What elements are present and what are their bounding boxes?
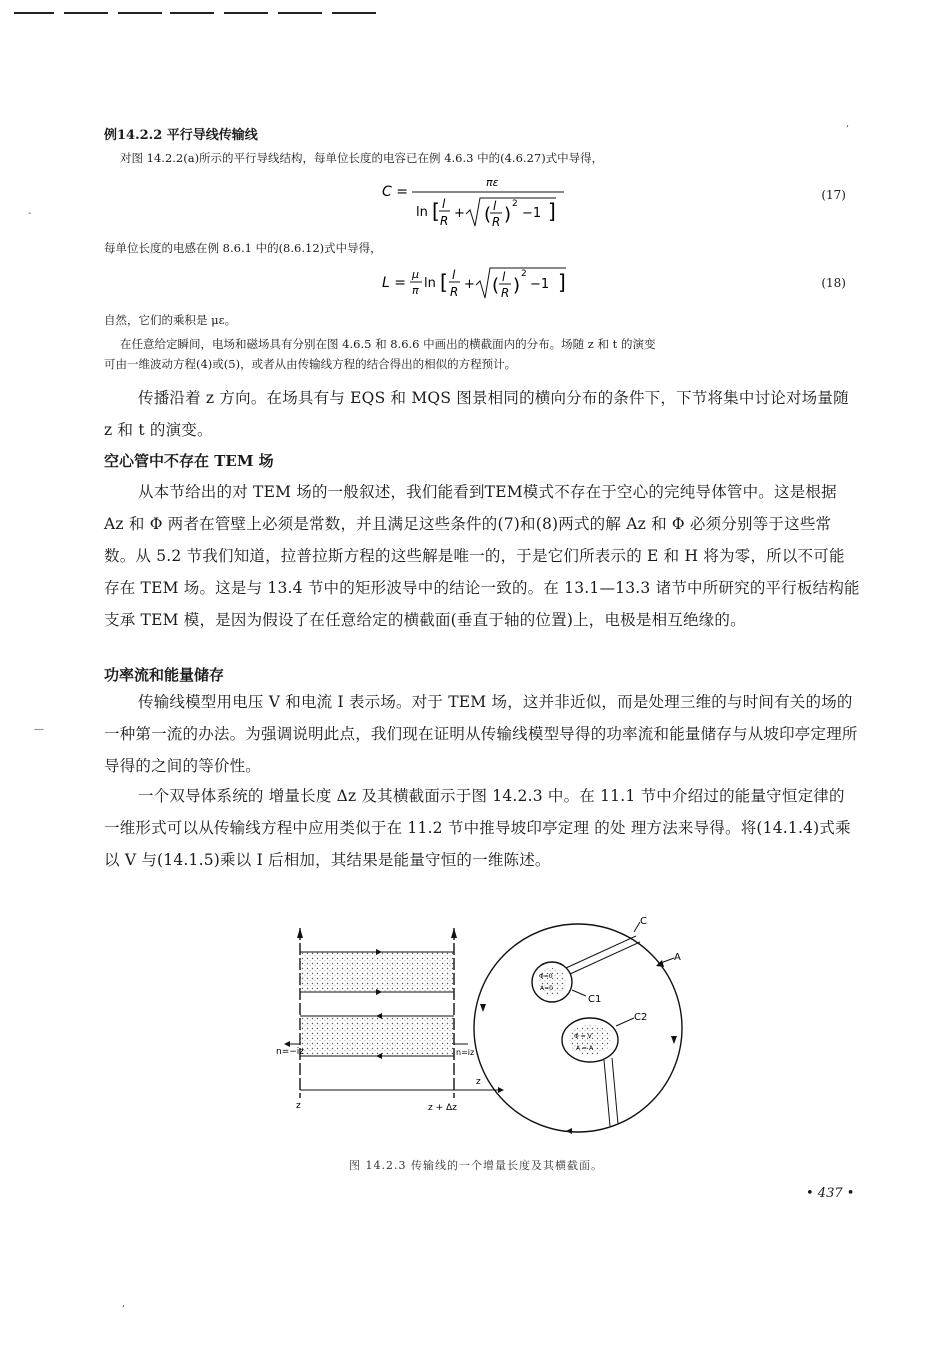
svg-text:R: R <box>492 215 501 229</box>
label-c2: C2 <box>634 1012 648 1023</box>
svg-text:l: l <box>493 199 497 213</box>
figure-caption: 图 14.2.3 传输线的一个增量长度及其横截面。 <box>349 1159 603 1172</box>
section-title-power-flow: 功率流和能量储存 <box>104 666 225 684</box>
svg-text:(: ( <box>492 275 500 296</box>
eq18-number: (18) <box>821 276 846 290</box>
svg-text:+: + <box>454 206 465 221</box>
scan-mark: — <box>34 724 44 735</box>
fields-text-line-2: 可由一维波动方程(4)或(5)，或者从由传输线方程的结合得出的相似的方程预计。 <box>104 357 517 371</box>
fields-text-line-1: 在任意给定瞬间，电场和磁场具有分别在图 4.6.5 和 8.6.6 中画出的横截面内的分布。场随 z 和 t 的演变 <box>120 337 656 351</box>
intro-text: 对图 14.2.2(a)所示的平行导线结构，每单位长度的电容已在例 4.6.3 中的(4.6.27)式中导得， <box>120 151 604 165</box>
z-label: z <box>296 1101 301 1111</box>
section-title-no-tem: 空心管中不存在 TEM 场 <box>104 452 274 470</box>
top-rule <box>14 12 394 14</box>
inductance-intro: 每单位长度的电感在例 8.6.1 中的(8.6.12)式中导得， <box>104 241 382 255</box>
svg-text:R: R <box>450 285 459 299</box>
eq18-lhs: L = <box>382 275 406 291</box>
page-number: • 437 • <box>806 1186 855 1201</box>
eq17-lhs: C = <box>382 184 408 200</box>
svg-text:[: [ <box>432 199 440 223</box>
label-c: C <box>640 916 647 927</box>
example-title: 例14.2.2 平行导线传输线 <box>104 128 258 143</box>
svg-text:2: 2 <box>521 269 527 279</box>
svg-text:[: [ <box>440 270 448 294</box>
equation-17-formula <box>376 170 576 234</box>
c2-a-label: A = A <box>576 1045 594 1052</box>
eq17-number: (17) <box>821 188 846 202</box>
normal-left-label: n=−iz <box>276 1047 305 1057</box>
normal-right-label: n=iz <box>456 1048 475 1057</box>
z-plus-dz-label: z + Δz <box>428 1103 457 1113</box>
propagation-paragraph: 传播沿着 z 方向。在场具有与 EQS 和 MQS 图景相同的横向分布的条件下，下节将集中讨论对场量随 z 和 t 的演变。 <box>104 389 849 439</box>
svg-text:π: π <box>412 284 419 297</box>
product-text: 自然，它们的乘积是 με。 <box>104 313 237 327</box>
svg-text:(: ( <box>484 204 492 225</box>
svg-text:l: l <box>442 197 446 211</box>
svg-text:R: R <box>440 214 449 228</box>
svg-text:2: 2 <box>512 199 518 209</box>
equation-18-formula <box>378 258 578 306</box>
svg-text:]: ] <box>558 270 566 294</box>
scan-mark: - <box>28 208 32 219</box>
svg-text:): ) <box>504 204 512 225</box>
z-axis-label: z <box>476 1077 481 1087</box>
label-c1: C1 <box>588 994 602 1005</box>
svg-text:−1: −1 <box>522 206 542 221</box>
section-body-no-tem: 从本节给出的对 TEM 场的一般叙述，我们能看到TEM模式不存在于空心的完纯导体管中。这是根据 Az 和 Φ 两者在管壁上必须是常数，并且满足这些条件的(7)和(8)两式的解 Az 和 Φ 必须分别等于这些常数。从 5.2 节我们知道，拉普拉斯方程的这些解是唯一的，于是它们所表示的 E 和 H 将为零，所以不可能存在 TEM 场。这是与 13.4 节中的矩形波导中的结论一致的。在 13.1—13.3 诸节中所研究的平行板结构能支承 TEM 模，是因为假设了在任意给定的横截面(垂直于轴的位置)上，电极是相互绝缘的。 <box>104 483 860 629</box>
conductor-1-section <box>300 952 454 992</box>
svg-text:+: + <box>464 277 475 292</box>
svg-text:μ: μ <box>412 268 419 281</box>
svg-text:]: ] <box>548 199 556 223</box>
label-a: A <box>674 952 681 963</box>
eq17-numerator: πε <box>486 176 499 189</box>
svg-text:l: l <box>452 268 456 282</box>
power-flow-paragraph-2: 一个双导体系统的 增量长度 Δz 及其横截面示于图 14.2.3 中。在 11.1 节中介绍过的能量守恒定律的一维形式可以从传输线方程中应用类似于在 11.2 节中推导坡印亭定理 的处 理方法来导得。将(14.1.4)式乘以 V 与(14.1.5)乘以 I 后相加，其结果是能量守恒的一维陈述。 <box>104 787 851 869</box>
c2-phi-label: Φ = V <box>574 1033 592 1040</box>
svg-text:−1: −1 <box>530 277 550 292</box>
svg-text:): ) <box>513 275 521 296</box>
scan-mark: , <box>122 1298 126 1309</box>
figure-14-2-3 <box>276 912 696 1148</box>
incremental-length-diagram <box>276 928 504 1113</box>
c1-phi-label: Φ=0 <box>539 973 553 980</box>
cross-section-diagram <box>474 916 682 1134</box>
svg-text:ln: ln <box>424 276 436 291</box>
eq17-ln: ln <box>416 205 428 220</box>
c1-a-label: A=0 <box>540 985 553 992</box>
svg-text:l: l <box>502 270 506 284</box>
scan-mark: , <box>846 118 850 129</box>
power-flow-paragraph-1: 传输线模型用电压 V 和电流 I 表示场。对于 TEM 场，这并非近似，而是处理三维的与时间有关的场的一种第一流的办法。为强调说明此点，我们现在证明从传输线模型导得的功率流和能量储存与从坡印亭定理所导得的之间的等价性。 <box>104 693 858 775</box>
conductor-2-section <box>300 1016 454 1056</box>
svg-text:R: R <box>501 286 510 300</box>
